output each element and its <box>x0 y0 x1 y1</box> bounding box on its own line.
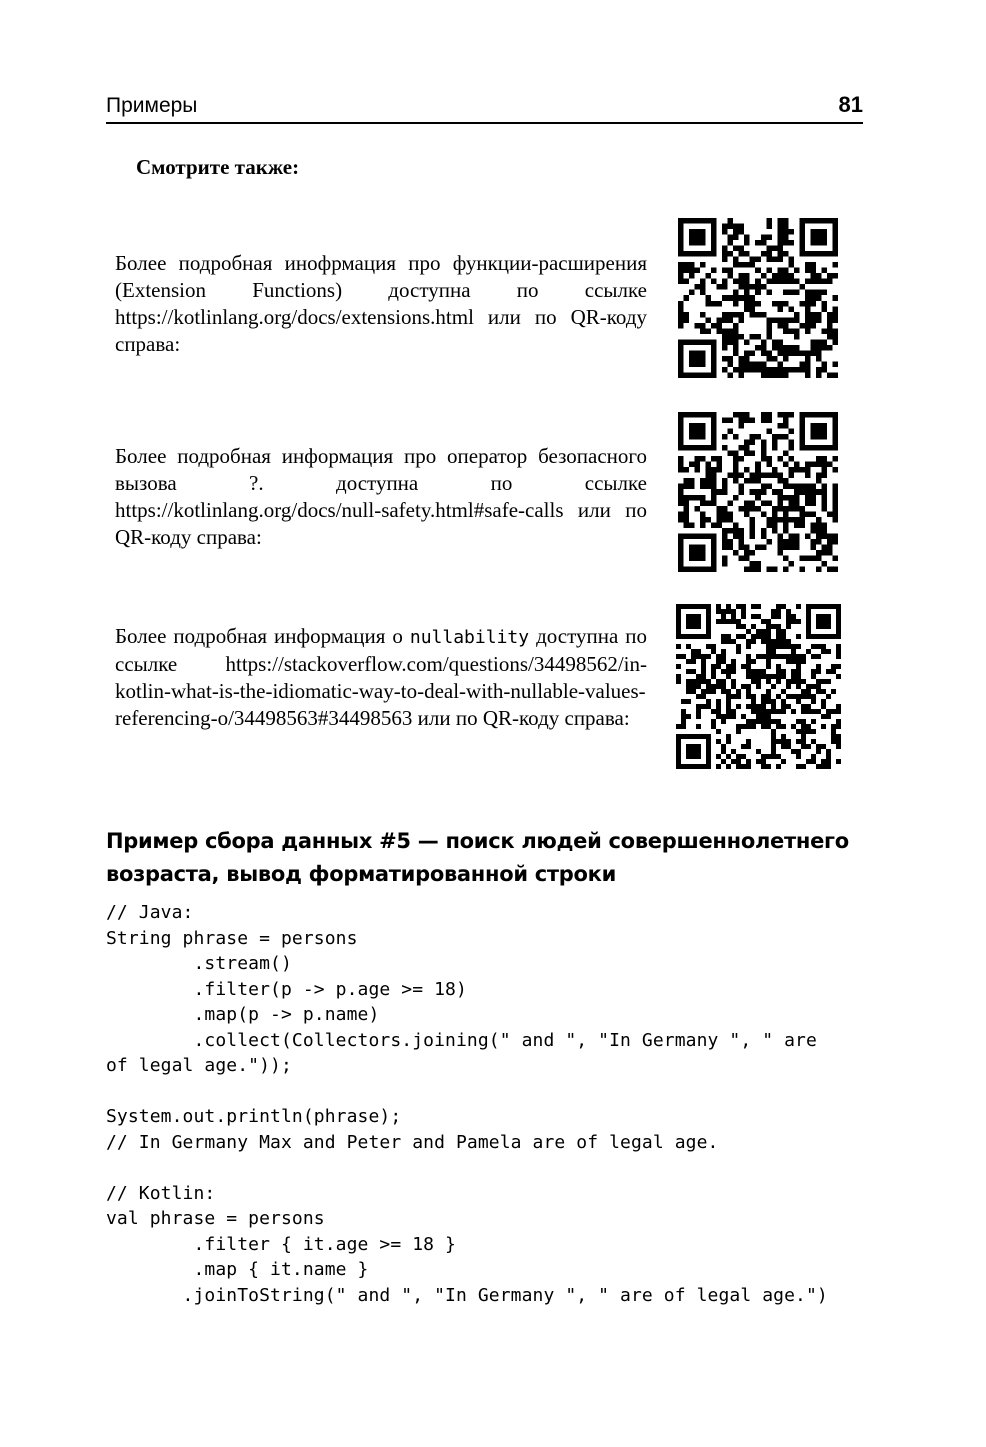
qr-code-icon <box>676 604 841 769</box>
reference-text-extensions: Более подробная инофрмация про функции-расширения (Extension Functions) доступна по ссылке https://kotlinlang.org/docs/extensions.html или по QR-коду справа: <box>115 251 647 356</box>
example-heading: Пример сбора данных #5 — поиск людей совершеннолетнего возраста, вывод форматированной строки <box>106 829 849 886</box>
inline-code: nullability <box>409 627 530 648</box>
qr-code-icon <box>678 218 838 378</box>
running-header <box>106 94 863 124</box>
reference-text-nullability <box>115 623 647 732</box>
qr-code-icon <box>678 412 838 572</box>
section-title: Примеры <box>106 94 198 117</box>
reference-text-after: доступна по ссылке https://stackoverflow.com/questions/34498562/in-kotlin-what-is-the-idiomatic-way-to-deal-with-nullable-values-referencing-o/34498563#34498563 или по QR-коду справа: <box>115 624 647 730</box>
reference-text-safe-calls: Более подробная информация про оператор безопасного вызова ?. доступна по ссылке https://kotlinlang.org/docs/null-safety.html#safe-calls или по QR-коду справа: <box>115 444 647 549</box>
see-also-heading: Смотрите также: <box>136 155 300 179</box>
reference-text-before: Более подробная информация о <box>115 624 410 648</box>
code-listing: // Java: String phrase = persons .stream() .filter(p -> p.age >= 18) .map(p -> p.name) .collect(Collectors.joining(" and ", "In Germany ", " are of legal age.")); System.out.println(phrase); // In Germany Max and Peter and Pamela are of legal age. // Kotlin: val phrase = persons .filter { it.age >= 18 } .map { it.name } .joinToString(" and ", "In Germany ", " are of legal age.") <box>106 902 828 1306</box>
page-number: 81 <box>838 92 863 117</box>
